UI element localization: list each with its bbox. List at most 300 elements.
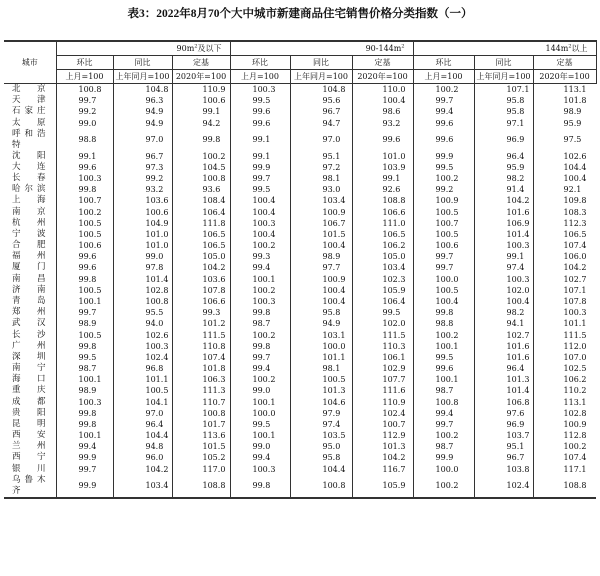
table-row — [4, 285, 596, 296]
index-value: 110.3 — [352, 341, 413, 352]
sub-header: 定基 — [172, 56, 230, 70]
index-value: 99.5 — [413, 352, 474, 363]
index-value: 101.4 — [474, 385, 533, 396]
index-value: 111.6 — [352, 385, 413, 396]
city-name: 广州 — [12, 340, 46, 351]
index-value: 111.5 — [172, 329, 230, 340]
city-name: 青岛 — [12, 296, 46, 306]
index-value: 117.1 — [533, 464, 596, 475]
table-title: 表3：2022年8月70个大中城市新建商品住宅销售价格分类指数（一） — [127, 8, 473, 20]
index-value: 95.0 — [290, 441, 352, 452]
index-value: 99.2 — [413, 184, 474, 195]
index-value: 100.2 — [56, 207, 113, 218]
index-value: 100.1 — [56, 430, 113, 441]
table-row — [4, 251, 596, 262]
index-value: 99.3 — [230, 251, 290, 262]
index-value: 104.4 — [533, 162, 596, 173]
index-value: 98.9 — [56, 318, 113, 329]
index-value: 100.1 — [413, 374, 474, 385]
sub-header: 同比 — [113, 56, 172, 70]
city-name: 郑州 — [12, 307, 46, 318]
index-value: 102.0 — [352, 318, 413, 329]
index-value: 95.8 — [290, 452, 352, 463]
city-name: 昆明 — [12, 418, 46, 429]
index-value: 99.6 — [56, 262, 113, 273]
index-value: 104.8 — [113, 84, 172, 96]
index-value: 111.0 — [352, 218, 413, 229]
index-value: 100.3 — [230, 296, 290, 307]
index-value: 97.4 — [290, 419, 352, 430]
index-value: 99.8 — [56, 341, 113, 352]
index-value: 98.7 — [413, 441, 474, 452]
table-row — [4, 173, 596, 184]
index-value: 100.6 — [113, 207, 172, 218]
index-value: 100.6 — [172, 95, 230, 106]
sub-header: 定基 — [352, 56, 413, 70]
index-value: 104.2 — [352, 452, 413, 463]
index-value: 102.3 — [352, 274, 413, 285]
index-value: 110.2 — [533, 385, 596, 396]
index-value: 111.5 — [352, 329, 413, 340]
index-value: 98.8 — [56, 129, 113, 151]
index-value: 99.4 — [230, 363, 290, 374]
index-value: 96.4 — [474, 151, 533, 162]
index-value: 112.3 — [533, 218, 596, 229]
city-name: 银川 — [12, 463, 46, 474]
index-value: 98.8 — [413, 318, 474, 329]
index-value: 100.3 — [474, 274, 533, 285]
index-value: 102.8 — [533, 408, 596, 419]
index-value: 100.3 — [56, 396, 113, 407]
index-value: 100.8 — [113, 296, 172, 307]
index-value: 101.1 — [533, 318, 596, 329]
table-row — [4, 374, 596, 385]
index-value: 102.4 — [113, 352, 172, 363]
index-value: 99.8 — [230, 341, 290, 352]
index-value: 106.4 — [172, 207, 230, 218]
index-value: 113.1 — [533, 396, 596, 407]
index-value: 101.0 — [113, 240, 172, 251]
sub-header-row — [4, 56, 596, 70]
index-value: 99.5 — [230, 95, 290, 106]
index-value: 99.9 — [413, 151, 474, 162]
table-row — [4, 218, 596, 229]
index-value: 106.5 — [172, 229, 230, 240]
index-value: 99.9 — [56, 452, 113, 463]
index-value: 97.0 — [113, 408, 172, 419]
city-name: 济南 — [12, 284, 46, 295]
index-value: 100.6 — [413, 240, 474, 251]
index-value: 101.6 — [474, 341, 533, 352]
base-header: 上年同月=100 — [474, 70, 533, 84]
index-value: 100.3 — [230, 464, 290, 475]
index-value: 106.5 — [172, 240, 230, 251]
index-value: 103.1 — [290, 329, 352, 340]
index-value: 110.7 — [172, 396, 230, 407]
group-header-medium: $90-144m^2$ — [230, 41, 413, 56]
index-value: 99.9 — [413, 452, 474, 463]
index-value: 100.2 — [230, 240, 290, 251]
index-value: 104.4 — [113, 430, 172, 441]
index-value: 104.8 — [290, 84, 352, 96]
index-value: 95.5 — [113, 307, 172, 318]
index-value: 103.9 — [352, 162, 413, 173]
index-value: 102.5 — [533, 363, 596, 374]
table-row — [4, 207, 596, 218]
index-value: 101.3 — [352, 441, 413, 452]
city-name: 成都 — [12, 396, 46, 407]
index-value: 99.8 — [56, 274, 113, 285]
index-value: 107.8 — [172, 285, 230, 296]
index-value: 91.4 — [474, 184, 533, 195]
base-header: 上月=100 — [56, 70, 113, 84]
index-value: 99.1 — [172, 106, 230, 117]
city-name: 西宁 — [12, 452, 46, 463]
index-value: 112.9 — [352, 430, 413, 441]
index-value: 106.0 — [533, 251, 596, 262]
table-row — [4, 129, 596, 151]
index-value: 93.2 — [113, 184, 172, 195]
index-value: 117.0 — [172, 464, 230, 475]
index-value: 107.1 — [533, 285, 596, 296]
base-header: 上月=100 — [230, 70, 290, 84]
index-value: 96.9 — [474, 419, 533, 430]
table-row — [4, 329, 596, 340]
index-value: 99.6 — [413, 118, 474, 129]
city-name: 天津 — [12, 95, 46, 106]
index-value: 112.0 — [533, 341, 596, 352]
index-value: 101.0 — [352, 151, 413, 162]
index-value: 106.3 — [172, 374, 230, 385]
index-value: 103.4 — [113, 475, 172, 498]
group-header-small: $90m^2$及以下 — [56, 41, 230, 56]
index-value: 99.1 — [474, 251, 533, 262]
index-value: 106.6 — [172, 296, 230, 307]
table-row — [4, 106, 596, 117]
city-name: 乌鲁木齐 — [4, 475, 56, 498]
index-value: 100.5 — [56, 329, 113, 340]
index-value: 95.1 — [474, 441, 533, 452]
index-value: 107.8 — [533, 296, 596, 307]
index-value: 99.8 — [56, 419, 113, 430]
index-value: 99.2 — [113, 173, 172, 184]
index-value: 95.8 — [474, 95, 533, 106]
index-value: 100.7 — [413, 218, 474, 229]
index-value: 102.4 — [352, 408, 413, 419]
base-header: 上年同月=100 — [290, 70, 352, 84]
index-value: 106.6 — [352, 207, 413, 218]
city-name: 长沙 — [12, 329, 46, 340]
index-value: 99.2 — [56, 106, 113, 117]
index-value: 101.7 — [172, 419, 230, 430]
index-value: 94.2 — [172, 118, 230, 129]
index-value: 98.2 — [474, 307, 533, 318]
base-header: 2020年=100 — [533, 70, 596, 84]
index-value: 99.1 — [56, 151, 113, 162]
index-value: 99.8 — [56, 408, 113, 419]
index-value: 100.9 — [290, 207, 352, 218]
table-row — [4, 441, 596, 452]
index-value: 99.6 — [56, 251, 113, 262]
index-value: 99.6 — [230, 106, 290, 117]
index-value: 101.6 — [474, 207, 533, 218]
index-value: 101.1 — [113, 374, 172, 385]
index-value: 97.4 — [474, 262, 533, 273]
index-value: 100.5 — [113, 385, 172, 396]
base-header: 2020年=100 — [172, 70, 230, 84]
sub-header: 环比 — [56, 56, 113, 70]
index-value: 101.1 — [290, 352, 352, 363]
index-value: 97.2 — [290, 162, 352, 173]
index-value: 105.9 — [352, 475, 413, 498]
index-value: 100.7 — [56, 195, 113, 206]
index-value: 100.2 — [413, 475, 474, 498]
index-value: 97.6 — [474, 408, 533, 419]
index-value: 99.8 — [172, 129, 230, 151]
index-value: 101.0 — [113, 229, 172, 240]
table-row — [4, 307, 596, 318]
index-value: 97.3 — [113, 162, 172, 173]
index-value: 101.4 — [474, 229, 533, 240]
index-value: 101.5 — [290, 229, 352, 240]
table-row — [4, 240, 596, 251]
index-value: 100.2 — [172, 151, 230, 162]
index-value: 98.9 — [56, 385, 113, 396]
index-value: 104.4 — [290, 464, 352, 475]
index-value: 100.8 — [172, 173, 230, 184]
index-value: 100.1 — [230, 396, 290, 407]
index-value: 96.9 — [474, 129, 533, 151]
index-value: 100.5 — [56, 229, 113, 240]
index-value: 95.8 — [290, 307, 352, 318]
sub-header: 环比 — [413, 56, 474, 70]
index-value: 96.4 — [474, 363, 533, 374]
sub-header: 环比 — [230, 56, 290, 70]
table-row — [4, 162, 596, 173]
index-value: 105.9 — [352, 285, 413, 296]
index-value: 100.5 — [56, 218, 113, 229]
index-value: 100.2 — [230, 329, 290, 340]
sub-header: 同比 — [474, 56, 533, 70]
index-value: 108.8 — [352, 195, 413, 206]
index-value: 100.0 — [290, 341, 352, 352]
city-name: 福州 — [12, 251, 46, 262]
table-row — [4, 184, 596, 195]
index-value: 95.9 — [533, 118, 596, 129]
index-value: 105.2 — [172, 452, 230, 463]
index-value: 95.1 — [290, 151, 352, 162]
index-value: 102.7 — [533, 274, 596, 285]
index-value: 100.9 — [290, 274, 352, 285]
index-value: 96.7 — [474, 452, 533, 463]
index-value: 105.0 — [172, 251, 230, 262]
city-name: 呼和浩特 — [12, 128, 46, 150]
city-name: 合肥 — [12, 240, 46, 251]
index-value: 101.2 — [172, 318, 230, 329]
index-value: 113.1 — [533, 84, 596, 96]
group-header-large: $144m^2$以上 — [413, 41, 596, 56]
index-value: 97.7 — [290, 262, 352, 273]
table-row — [4, 430, 596, 441]
index-value: 94.9 — [113, 118, 172, 129]
index-value: 101.6 — [474, 352, 533, 363]
table-row — [4, 195, 596, 206]
table-row — [4, 352, 596, 363]
table-row — [4, 396, 596, 407]
index-value: 103.5 — [290, 430, 352, 441]
index-value: 100.1 — [230, 430, 290, 441]
index-value: 102.9 — [352, 363, 413, 374]
index-value: 102.4 — [474, 475, 533, 498]
sub-header: 定基 — [533, 56, 596, 70]
index-value: 100.3 — [474, 240, 533, 251]
index-value: 100.5 — [413, 285, 474, 296]
index-value: 101.8 — [172, 363, 230, 374]
index-value: 99.5 — [230, 184, 290, 195]
city-name: 南宁 — [12, 363, 46, 374]
index-value: 116.7 — [352, 464, 413, 475]
index-value: 104.1 — [113, 396, 172, 407]
city-name: 南京 — [12, 206, 46, 217]
city-column-header: 城市 — [4, 41, 56, 84]
index-value: 108.8 — [533, 475, 596, 498]
city-name: 哈尔滨 — [12, 184, 46, 195]
index-value: 99.0 — [113, 251, 172, 262]
index-value: 102.6 — [113, 329, 172, 340]
city-name: 兰州 — [12, 441, 46, 452]
table-body — [4, 84, 596, 498]
index-value: 100.9 — [533, 419, 596, 430]
index-value: 99.7 — [413, 262, 474, 273]
index-value: 100.8 — [172, 408, 230, 419]
index-value: 99.6 — [413, 129, 474, 151]
index-value: 110.8 — [172, 341, 230, 352]
index-value: 99.7 — [56, 95, 113, 106]
index-value: 97.0 — [113, 129, 172, 151]
index-value: 100.4 — [290, 240, 352, 251]
index-value: 100.4 — [290, 296, 352, 307]
index-value: 103.7 — [474, 430, 533, 441]
table-row — [4, 452, 596, 463]
index-value: 99.6 — [413, 363, 474, 374]
index-value: 104.6 — [290, 396, 352, 407]
index-value: 99.8 — [230, 475, 290, 498]
index-value: 100.2 — [413, 173, 474, 184]
index-value: 100.1 — [56, 374, 113, 385]
index-value: 99.4 — [230, 452, 290, 463]
table-row — [4, 296, 596, 307]
table-row — [4, 118, 596, 129]
index-value: 100.3 — [113, 341, 172, 352]
index-value: 108.3 — [533, 207, 596, 218]
city-name: 贵阳 — [12, 407, 46, 418]
index-value: 102.6 — [533, 151, 596, 162]
index-value: 99.8 — [56, 184, 113, 195]
index-value: 98.1 — [290, 363, 352, 374]
index-value: 103.6 — [172, 274, 230, 285]
city-name: 沈阳 — [12, 150, 46, 161]
city-name: 石家庄 — [12, 106, 46, 117]
index-value: 110.0 — [352, 84, 413, 96]
index-value: 106.8 — [474, 396, 533, 407]
index-value: 100.4 — [413, 296, 474, 307]
index-value: 107.1 — [474, 84, 533, 96]
index-value: 106.5 — [533, 229, 596, 240]
index-value: 100.0 — [230, 408, 290, 419]
index-value: 99.7 — [413, 419, 474, 430]
index-value: 101.3 — [290, 385, 352, 396]
city-name: 杭州 — [12, 217, 46, 228]
index-value: 100.0 — [413, 274, 474, 285]
index-value: 99.8 — [230, 307, 290, 318]
index-value: 97.9 — [290, 408, 352, 419]
index-value: 101.5 — [172, 441, 230, 452]
index-value: 100.0 — [413, 464, 474, 475]
index-value: 100.5 — [413, 207, 474, 218]
index-value: 98.6 — [352, 106, 413, 117]
index-value: 100.2 — [230, 285, 290, 296]
price-index-table — [4, 40, 597, 499]
index-value: 92.1 — [533, 184, 596, 195]
table-row — [4, 475, 596, 498]
index-value: 101.8 — [533, 95, 596, 106]
index-value: 97.8 — [113, 262, 172, 273]
index-value: 100.4 — [230, 195, 290, 206]
index-value: 102.7 — [474, 329, 533, 340]
table-row — [4, 318, 596, 329]
index-value: 101.3 — [474, 374, 533, 385]
index-value: 99.4 — [56, 441, 113, 452]
index-value: 100.2 — [413, 430, 474, 441]
city-name: 上海 — [12, 195, 46, 206]
index-value: 100.1 — [56, 296, 113, 307]
index-value: 100.9 — [413, 195, 474, 206]
index-value: 99.3 — [172, 307, 230, 318]
index-value: 99.0 — [230, 441, 290, 452]
city-name: 西安 — [12, 430, 46, 441]
index-value: 100.4 — [533, 173, 596, 184]
index-value: 98.9 — [290, 251, 352, 262]
index-value: 99.7 — [230, 352, 290, 363]
index-value: 110.9 — [172, 84, 230, 96]
index-value: 99.5 — [413, 162, 474, 173]
index-value: 99.0 — [230, 385, 290, 396]
index-value: 106.1 — [352, 352, 413, 363]
index-value: 100.4 — [290, 285, 352, 296]
base-header: 上月=100 — [413, 70, 474, 84]
index-value: 99.5 — [56, 352, 113, 363]
index-value: 100.1 — [230, 274, 290, 285]
index-value: 100.4 — [474, 296, 533, 307]
index-value: 99.1 — [352, 173, 413, 184]
index-value: 97.1 — [474, 118, 533, 129]
index-value: 97.5 — [533, 129, 596, 151]
index-value: 99.7 — [230, 173, 290, 184]
index-value: 103.4 — [352, 262, 413, 273]
index-value: 106.2 — [533, 374, 596, 385]
index-value: 95.6 — [290, 95, 352, 106]
index-value: 100.3 — [533, 307, 596, 318]
index-value: 100.3 — [230, 84, 290, 96]
index-value: 99.8 — [413, 307, 474, 318]
table-row — [4, 419, 596, 430]
index-value: 99.0 — [56, 118, 113, 129]
index-value: 104.2 — [533, 262, 596, 273]
index-value: 99.7 — [413, 251, 474, 262]
index-value: 105.0 — [352, 251, 413, 262]
index-value: 101.4 — [113, 274, 172, 285]
table-row — [4, 464, 596, 475]
